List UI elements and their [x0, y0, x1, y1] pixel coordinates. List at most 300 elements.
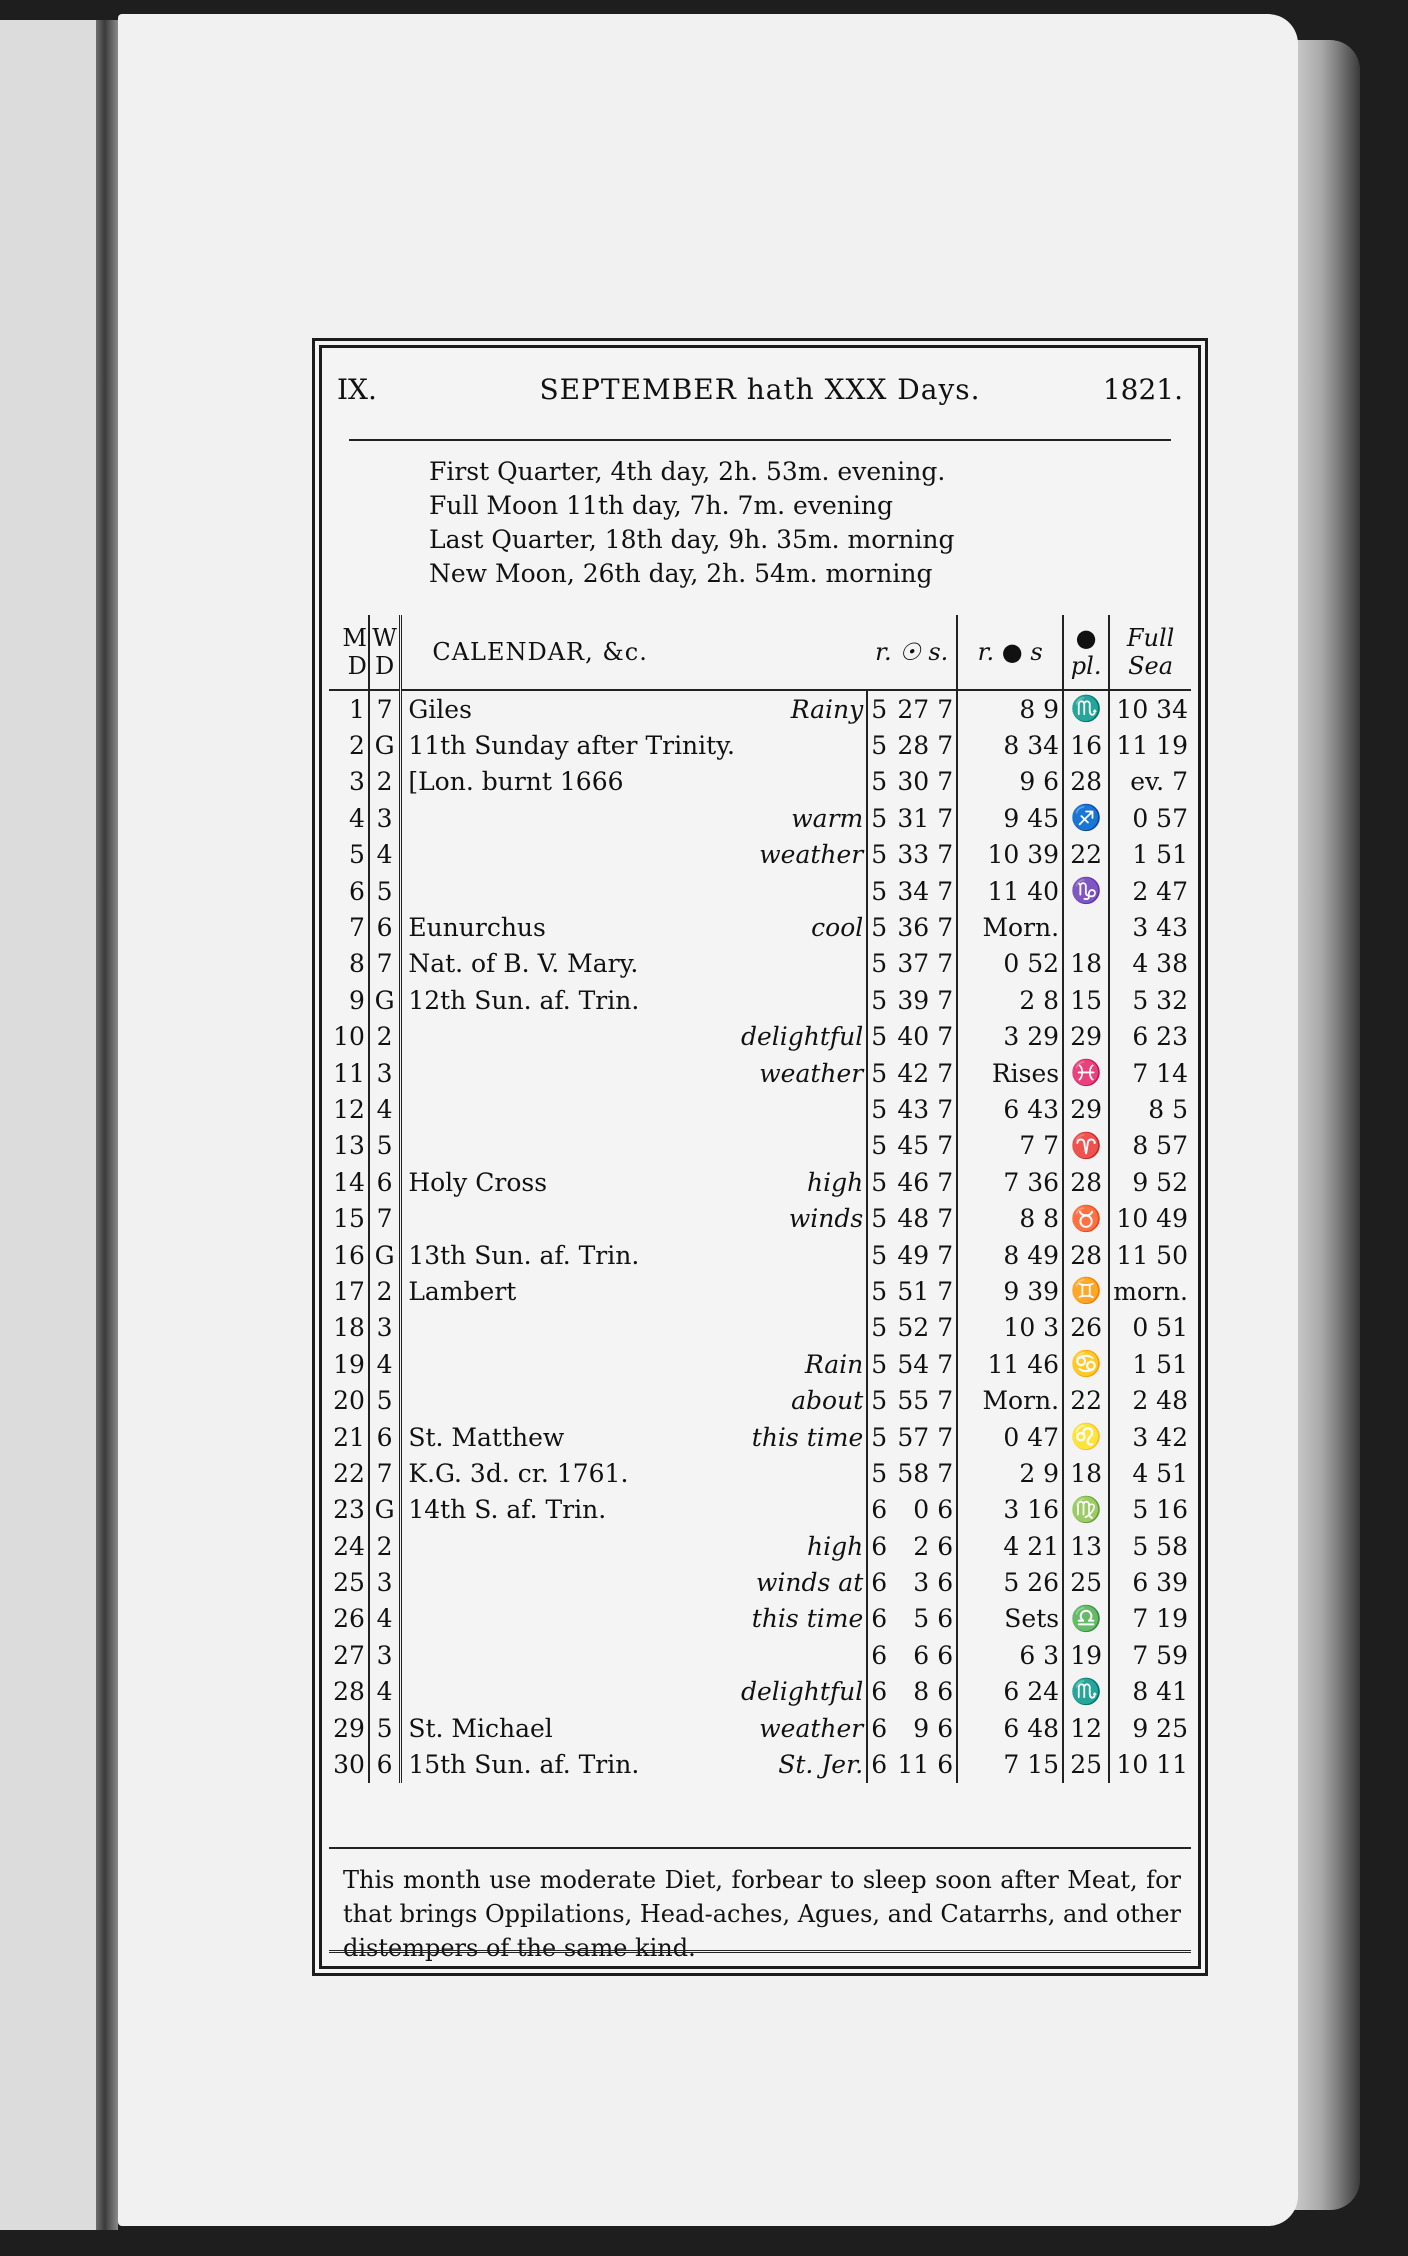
cell-moon-rise-set: 6 3 [957, 1637, 1063, 1673]
cell-full-sea: 4 51 [1132, 1458, 1188, 1488]
cell-moon-place: 28 [1063, 764, 1109, 800]
cell-moon-rise-set: Sets [957, 1601, 1063, 1637]
table-row [329, 1019, 1191, 1055]
cell-weekday: 6 [369, 909, 401, 945]
table-row [329, 909, 1191, 945]
month-title: SEPTEMBER hath XXX Days. [539, 373, 981, 406]
cell-moon-rise-set: 6 24 [957, 1674, 1063, 1710]
col-month-day: M D [329, 615, 369, 690]
cell-full-sea: 10 11 [1116, 1750, 1188, 1780]
cell-sunrise-min: 34 [897, 876, 930, 906]
cell-day-number: 30 [329, 1746, 369, 1782]
cell-weather [738, 1492, 867, 1528]
cell-weekday: 2 [369, 1273, 401, 1309]
cell-sunset-hour: 6 [932, 1601, 957, 1637]
cell-day-number: 22 [329, 1455, 369, 1491]
cell-sunrise-min: 58 [897, 1458, 930, 1488]
cell-full-sea: 11 19 [1116, 731, 1188, 761]
cell-sunset-hour: 6 [932, 1674, 957, 1710]
cell-sunset-hour: 6 [932, 1492, 957, 1528]
cell-full-sea: 6 39 [1132, 1568, 1188, 1598]
cell-weekday: 4 [369, 1346, 401, 1382]
cell-sunrise-hour: 6 [871, 1604, 888, 1634]
cell-sunset-hour: 7 [932, 1273, 957, 1309]
cell-full-sea: 3 42 [1132, 1422, 1188, 1452]
cell-moon-rise-set: 8 8 [957, 1200, 1063, 1236]
table-row [329, 800, 1191, 836]
cell-moon-rise-set: 9 39 [957, 1273, 1063, 1309]
cell-sunset-hour: 7 [932, 873, 957, 909]
cell-sunrise-min: 37 [897, 949, 930, 979]
cell-full-sea: 10 34 [1116, 694, 1188, 724]
cell-sunrise-min: 11 [897, 1750, 930, 1780]
cell-moon-rise-set: 6 48 [957, 1710, 1063, 1746]
cell-day-number: 27 [329, 1637, 369, 1673]
cell-full-sea: 8 57 [1132, 1131, 1188, 1161]
cell-weather: weather [738, 837, 867, 873]
cell-sunrise-hour: 5 [871, 767, 888, 797]
cell-weather [738, 1091, 867, 1127]
cell-weather [738, 873, 867, 909]
footer-rule [329, 1950, 1191, 1953]
cell-feast [401, 837, 738, 873]
cell-moon-place: 28 [1063, 1164, 1109, 1200]
page-stack-edge [1290, 40, 1360, 2210]
cell-weekday: 4 [369, 837, 401, 873]
cell-weather [738, 1637, 867, 1673]
cell-weather: delightful [738, 1674, 867, 1710]
cell-day-number: 16 [329, 1237, 369, 1273]
cell-sunset-hour: 7 [932, 1128, 957, 1164]
cell-sunrise-hour: 5 [871, 1167, 888, 1197]
cell-weather [738, 1455, 867, 1491]
moon-phases [429, 455, 954, 591]
cell-sunrise-hour: 5 [871, 913, 888, 943]
cell-moon-rise-set: 5 26 [957, 1564, 1063, 1600]
table-row [329, 1746, 1191, 1782]
cell-moon-rise-set: 7 36 [957, 1164, 1063, 1200]
cell-weather [738, 727, 867, 763]
cell-weekday: G [369, 982, 401, 1018]
cell-feast [401, 1637, 738, 1673]
table-row [329, 1601, 1191, 1637]
cell-full-sea: 7 14 [1132, 1058, 1188, 1088]
calendar-table [329, 615, 1191, 1783]
footer-note: This month use moderate Diet, forbear to sleep soon after Meat, for that brings Oppilations, Head-aches, Agues, and Catarrhs, and other distempers of the same kind. [329, 1847, 1191, 1965]
table-row [329, 1346, 1191, 1382]
table-row [329, 1710, 1191, 1746]
moon-phase-line: Last Quarter, 18th day, 9h. 35m. morning [429, 525, 955, 554]
table-row [329, 837, 1191, 873]
cell-moon-place: ♏ [1063, 690, 1109, 727]
cell-sunrise-hour: 6 [871, 1531, 888, 1561]
cell-sunrise-min: 33 [897, 840, 930, 870]
cell-weather: this time [738, 1601, 867, 1637]
cell-day-number: 24 [329, 1528, 369, 1564]
cell-weather [738, 982, 867, 1018]
table-row [329, 1128, 1191, 1164]
cell-full-sea: 4 38 [1132, 949, 1188, 979]
cell-day-number: 13 [329, 1128, 369, 1164]
cell-sunset-hour: 7 [932, 1164, 957, 1200]
cell-day-number: 17 [329, 1273, 369, 1309]
cell-moon-place: ♉ [1063, 1200, 1109, 1236]
cell-weekday: 5 [369, 1382, 401, 1418]
cell-day-number: 15 [329, 1200, 369, 1236]
cell-sunrise-min: 42 [897, 1058, 930, 1088]
cell-feast: St. Michael [408, 1713, 553, 1743]
cell-weather [738, 1128, 867, 1164]
cell-day-number: 10 [329, 1019, 369, 1055]
table-row [329, 1310, 1191, 1346]
cell-moon-place: ♋ [1063, 1346, 1109, 1382]
cell-full-sea: ev. 7 [1130, 767, 1188, 797]
table-row [329, 1528, 1191, 1564]
cell-moon-place: ♍ [1063, 1492, 1109, 1528]
cell-sunset-hour: 6 [932, 1528, 957, 1564]
page-header [329, 373, 1191, 423]
cell-weekday: 6 [369, 1419, 401, 1455]
col-moon: r. ● s [957, 615, 1063, 690]
cell-sunset-hour: 7 [932, 800, 957, 836]
table-row [329, 1055, 1191, 1091]
cell-moon-place: 12 [1063, 1710, 1109, 1746]
cell-weather: cool [738, 909, 867, 945]
cell-feast: Giles [408, 694, 472, 724]
cell-full-sea: 1 51 [1132, 1349, 1188, 1379]
cell-weekday: 4 [369, 1674, 401, 1710]
cell-full-sea: 9 25 [1132, 1713, 1188, 1743]
cell-weather: winds [738, 1200, 867, 1236]
cell-sunrise-min: 27 [897, 694, 930, 724]
cell-weather [738, 1273, 867, 1309]
cell-sunset-hour: 6 [932, 1564, 957, 1600]
table-row [329, 1164, 1191, 1200]
cell-sunrise-hour: 5 [871, 1240, 888, 1270]
cell-feast: Eunurchus [408, 913, 546, 943]
cell-day-number: 21 [329, 1419, 369, 1455]
table-row [329, 1200, 1191, 1236]
table-row [329, 727, 1191, 763]
cell-weekday: 5 [369, 1710, 401, 1746]
cell-sunrise-min: 52 [897, 1313, 930, 1343]
col-sun: r. ☉ s. [867, 615, 957, 690]
table-row [329, 873, 1191, 909]
table-row [329, 1237, 1191, 1273]
cell-sunrise-hour: 5 [871, 694, 888, 724]
cell-moon-rise-set: 0 52 [957, 946, 1063, 982]
cell-sunrise-min: 49 [897, 1240, 930, 1270]
cell-sunset-hour: 7 [932, 1200, 957, 1236]
cell-sunrise-hour: 5 [871, 985, 888, 1015]
cell-feast [401, 1091, 738, 1127]
cell-sunset-hour: 7 [932, 1091, 957, 1127]
cell-moon-place: 19 [1063, 1637, 1109, 1673]
cell-moon-place: 29 [1063, 1091, 1109, 1127]
cell-sunset-hour: 7 [932, 1019, 957, 1055]
cell-weather: high [738, 1164, 867, 1200]
cell-sunset-hour: 6 [932, 1637, 957, 1673]
book-gutter [96, 20, 118, 2230]
cell-moon-rise-set: 3 16 [957, 1492, 1063, 1528]
col-full-sea: Full Sea [1109, 615, 1191, 690]
cell-sunset-hour: 7 [932, 690, 957, 727]
cell-moon-rise-set: 11 46 [957, 1346, 1063, 1382]
cell-weekday: 7 [369, 1200, 401, 1236]
cell-sunrise-min: 8 [913, 1677, 930, 1707]
cell-moon-place [1063, 909, 1109, 945]
cell-weather: Rain [738, 1346, 867, 1382]
cell-full-sea: 7 59 [1132, 1640, 1188, 1670]
cell-moon-place: ♐ [1063, 800, 1109, 836]
header-rule [349, 439, 1171, 441]
cell-sunset-hour: 7 [932, 764, 957, 800]
cell-sunrise-hour: 5 [871, 1094, 888, 1124]
moon-phase-line: Full Moon 11th day, 7h. 7m. evening [429, 491, 893, 520]
cell-sunrise-hour: 6 [871, 1495, 888, 1525]
cell-sunset-hour: 7 [932, 1310, 957, 1346]
cell-full-sea: 9 52 [1132, 1167, 1188, 1197]
cell-moon-rise-set: 10 39 [957, 837, 1063, 873]
cell-day-number: 7 [329, 909, 369, 945]
cell-sunrise-hour: 5 [871, 1313, 888, 1343]
cell-moon-place: 25 [1063, 1746, 1109, 1782]
cell-moon-rise-set: 0 47 [957, 1419, 1063, 1455]
cell-sunrise-min: 39 [897, 985, 930, 1015]
cell-weekday: 7 [369, 690, 401, 727]
moon-phase-line: New Moon, 26th day, 2h. 54m. morning [429, 559, 933, 588]
cell-full-sea: 2 48 [1132, 1386, 1188, 1416]
cell-full-sea: 7 19 [1132, 1604, 1188, 1634]
cell-full-sea: 2 47 [1132, 876, 1188, 906]
cell-feast [401, 1055, 738, 1091]
cell-weekday: G [369, 1237, 401, 1273]
cell-moon-rise-set: 8 34 [957, 727, 1063, 763]
cell-sunrise-min: 36 [897, 913, 930, 943]
table-row [329, 1455, 1191, 1491]
cell-sunrise-hour: 6 [871, 1713, 888, 1743]
cell-feast: Holy Cross [408, 1167, 548, 1197]
cell-sunrise-min: 54 [897, 1349, 930, 1379]
cell-moon-place: 22 [1063, 837, 1109, 873]
cell-feast [401, 800, 738, 836]
cell-weather: St. Jer. [738, 1746, 867, 1782]
cell-moon-rise-set: 9 45 [957, 800, 1063, 836]
cell-sunrise-hour: 5 [871, 803, 888, 833]
cell-sunrise-hour: 6 [871, 1568, 888, 1598]
cell-sunrise-hour: 5 [871, 949, 888, 979]
col-week-day: W D [369, 615, 401, 690]
cell-day-number: 25 [329, 1564, 369, 1600]
cell-moon-place: ♎ [1063, 1601, 1109, 1637]
cell-sunset-hour: 7 [932, 1346, 957, 1382]
cell-sunrise-hour: 6 [871, 1750, 888, 1780]
cell-day-number: 12 [329, 1091, 369, 1127]
table-row [329, 1419, 1191, 1455]
cell-sunrise-hour: 5 [871, 1458, 888, 1488]
cell-moon-place: ♊ [1063, 1273, 1109, 1309]
cell-weekday: 5 [369, 1128, 401, 1164]
cell-sunrise-min: 31 [897, 803, 930, 833]
table-row [329, 1273, 1191, 1309]
cell-feast [401, 1382, 738, 1418]
cell-feast: 14th S. af. Trin. [408, 1495, 607, 1525]
cell-sunrise-min: 3 [913, 1568, 930, 1598]
cell-sunset-hour: 7 [932, 1055, 957, 1091]
table-row [329, 764, 1191, 800]
cell-feast [401, 1019, 738, 1055]
cell-full-sea: 1 51 [1132, 840, 1188, 870]
cell-sunrise-hour: 6 [871, 1640, 888, 1670]
cell-weekday: G [369, 1492, 401, 1528]
month-number: IX. [337, 373, 377, 406]
cell-day-number: 5 [329, 837, 369, 873]
cell-sunset-hour: 7 [932, 1455, 957, 1491]
cell-weekday: 3 [369, 1564, 401, 1600]
cell-weekday: 3 [369, 1310, 401, 1346]
cell-sunset-hour: 7 [932, 727, 957, 763]
cell-weather [738, 1237, 867, 1273]
cell-full-sea: 5 16 [1132, 1495, 1188, 1525]
cell-sunrise-min: 6 [913, 1640, 930, 1670]
cell-weather: weather [738, 1710, 867, 1746]
cell-day-number: 28 [329, 1674, 369, 1710]
cell-day-number: 4 [329, 800, 369, 836]
table-row [329, 1091, 1191, 1127]
table-row [329, 1492, 1191, 1528]
cell-moon-rise-set: 2 8 [957, 982, 1063, 1018]
cell-weekday: 3 [369, 1055, 401, 1091]
cell-moon-place: 26 [1063, 1310, 1109, 1346]
cell-moon-place: ♈ [1063, 1128, 1109, 1164]
cell-feast [401, 1674, 738, 1710]
cell-full-sea: 8 5 [1148, 1094, 1188, 1124]
cell-full-sea: 10 49 [1116, 1204, 1188, 1234]
cell-weekday: 6 [369, 1746, 401, 1782]
calendar-frame [312, 338, 1208, 1976]
cell-full-sea: 8 41 [1132, 1677, 1188, 1707]
cell-day-number: 18 [329, 1310, 369, 1346]
cell-weekday: 4 [369, 1601, 401, 1637]
cell-moon-place: 22 [1063, 1382, 1109, 1418]
cell-sunset-hour: 6 [932, 1710, 957, 1746]
table-row [329, 1674, 1191, 1710]
cell-sunrise-hour: 6 [871, 1677, 888, 1707]
cell-moon-place: 25 [1063, 1564, 1109, 1600]
moon-phase-line: First Quarter, 4th day, 2h. 53m. evening. [429, 457, 946, 486]
cell-day-number: 29 [329, 1710, 369, 1746]
cell-sunrise-hour: 5 [871, 1131, 888, 1161]
cell-feast: K.G. 3d. cr. 1761. [408, 1458, 629, 1488]
cell-weekday: 3 [369, 1637, 401, 1673]
cell-weather: warm [738, 800, 867, 836]
cell-sunrise-hour: 5 [871, 1349, 888, 1379]
cell-moon-rise-set: 3 29 [957, 1019, 1063, 1055]
cell-moon-place: 16 [1063, 727, 1109, 763]
table-row [329, 1564, 1191, 1600]
cell-day-number: 20 [329, 1382, 369, 1418]
cell-full-sea: 5 32 [1132, 985, 1188, 1015]
cell-feast [401, 1128, 738, 1164]
table-row [329, 946, 1191, 982]
table-row [329, 1382, 1191, 1418]
col-calendar: CALENDAR, &c. [401, 615, 867, 690]
cell-sunrise-min: 46 [897, 1167, 930, 1197]
cell-sunset-hour: 7 [932, 1237, 957, 1273]
cell-full-sea: 0 57 [1132, 803, 1188, 833]
cell-weekday: 3 [369, 800, 401, 836]
cell-sunrise-min: 51 [897, 1276, 930, 1306]
cell-weather: this time [738, 1419, 867, 1455]
cell-day-number: 1 [329, 690, 369, 727]
cell-feast [401, 1310, 738, 1346]
cell-moon-rise-set: 11 40 [957, 873, 1063, 909]
cell-sunset-hour: 6 [932, 1746, 957, 1782]
cell-sunrise-min: 55 [897, 1386, 930, 1416]
left-page-edge [0, 20, 108, 2230]
cell-sunrise-min: 0 [913, 1495, 930, 1525]
cell-moon-rise-set: 9 6 [957, 764, 1063, 800]
table-header-row [329, 615, 1191, 690]
cell-weather: weather [738, 1055, 867, 1091]
cell-full-sea: 0 51 [1132, 1313, 1188, 1343]
cell-moon-rise-set: 7 7 [957, 1128, 1063, 1164]
cell-feast: 13th Sun. af. Trin. [408, 1240, 640, 1270]
cell-moon-rise-set: 8 9 [957, 690, 1063, 727]
cell-sunrise-min: 43 [897, 1094, 930, 1124]
cell-feast: Lambert [408, 1276, 517, 1306]
cell-day-number: 8 [329, 946, 369, 982]
cell-weekday: 2 [369, 1528, 401, 1564]
cell-sunrise-hour: 5 [871, 1276, 888, 1306]
cell-weather: about [738, 1382, 867, 1418]
cell-moon-place: 18 [1063, 1455, 1109, 1491]
col-moon-place: ● pl. [1063, 615, 1109, 690]
cell-moon-place: 13 [1063, 1528, 1109, 1564]
cell-day-number: 26 [329, 1601, 369, 1637]
cell-full-sea: 11 50 [1116, 1240, 1188, 1270]
cell-feast: St. Matthew [408, 1422, 565, 1452]
cell-feast: 11th Sunday after Trinity. [408, 731, 735, 761]
year: 1821. [1102, 373, 1183, 406]
cell-weather [738, 1310, 867, 1346]
cell-weekday: G [369, 727, 401, 763]
cell-feast: 12th Sun. af. Trin. [408, 985, 640, 1015]
cell-moon-place: ♓ [1063, 1055, 1109, 1091]
cell-moon-place: ♏ [1063, 1674, 1109, 1710]
table-row [329, 1637, 1191, 1673]
cell-day-number: 2 [329, 727, 369, 763]
cell-weekday: 2 [369, 1019, 401, 1055]
cell-sunrise-hour: 5 [871, 1058, 888, 1088]
cell-moon-place: ♑ [1063, 873, 1109, 909]
cell-weather: Rainy [738, 690, 867, 727]
cell-feast [401, 873, 738, 909]
cell-sunrise-min: 9 [913, 1713, 930, 1743]
cell-day-number: 6 [329, 873, 369, 909]
cell-moon-place: 15 [1063, 982, 1109, 1018]
cell-sunrise-hour: 5 [871, 1422, 888, 1452]
cell-moon-rise-set: 7 15 [957, 1746, 1063, 1782]
cell-feast [401, 1528, 738, 1564]
cell-feast: 15th Sun. af. Trin. [408, 1750, 640, 1780]
cell-moon-rise-set: 2 9 [957, 1455, 1063, 1491]
cell-sunrise-min: 2 [913, 1531, 930, 1561]
cell-sunrise-min: 30 [897, 767, 930, 797]
cell-full-sea: 3 43 [1132, 913, 1188, 943]
cell-moon-rise-set: 4 21 [957, 1528, 1063, 1564]
cell-sunrise-min: 5 [913, 1604, 930, 1634]
